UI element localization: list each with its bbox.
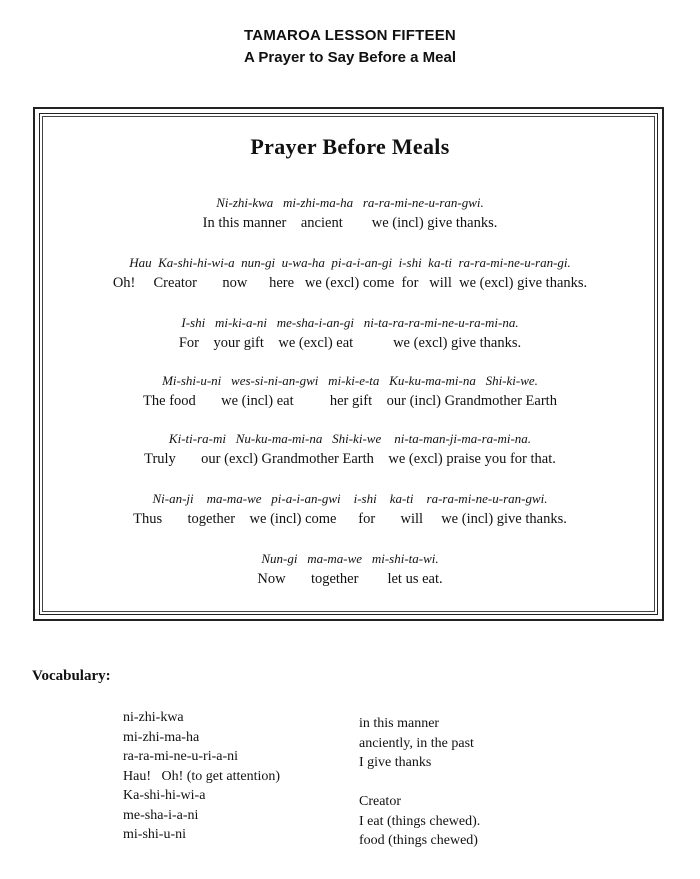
english-line: For your gift we (excl) eat we (excl) give thanks. xyxy=(178,335,522,351)
prayer-stanza xyxy=(40,430,660,468)
vocab-term: mi-zhi-ma-ha xyxy=(123,729,200,745)
english-line: Thus together we (incl) come for will we (incl) give thanks. xyxy=(133,511,567,527)
native-line: I-shi mi-ki-a-ni me-sha-i-an-gi ni-ta-ra-ra-mi-ne-u-ra-mi-na. xyxy=(181,315,519,330)
prayer-stanza xyxy=(40,490,660,528)
english-line: Oh! Creator now here we (excl) come for will we (excl) give thanks. xyxy=(112,275,588,291)
vocabulary-heading: Vocabulary: xyxy=(32,668,111,684)
vocab-definition: I eat (things chewed). xyxy=(359,813,481,829)
prayer-stanza xyxy=(40,372,660,410)
prayer-stanza xyxy=(40,550,660,588)
vocab-definition: in this manner xyxy=(359,716,440,731)
native-line: Ki-ti-ra-mi Nu-ku-ma-mi-na Shi-ki-we ni-ta-man-ji-ma-ra-mi-na. xyxy=(168,431,532,446)
prayer-title: Prayer Before Meals xyxy=(250,134,450,159)
vocab-definition: I give thanks xyxy=(359,755,432,770)
vocab-definition xyxy=(359,773,480,793)
lesson-title: TAMAROA LESSON FIFTEEN xyxy=(244,27,456,44)
english-line: Now together let us eat. xyxy=(257,571,443,587)
prayer-stanza xyxy=(40,194,660,232)
native-line: Hau Ka-shi-hi-wi-a nun-gi u-wa-ha pi-a-i-an-gi i-shi ka-ti ra-ra-mi-ne-u-ran-gi. xyxy=(129,255,571,270)
english-line: In this manner ancient we (incl) give thanks. xyxy=(202,215,498,231)
native-line: Ni-zhi-kwa mi-zhi-ma-ha ra-ra-mi-ne-u-ran-gwi. xyxy=(216,195,484,210)
vocab-term: ni-zhi-kwa xyxy=(123,710,184,725)
vocab-definition: food (things chewed) xyxy=(359,833,478,848)
native-line: Nun-gi ma-ma-we mi-shi-ta-wi. xyxy=(261,551,439,566)
english-line: Truly our (excl) Grandmother Earth we (excl) praise you for that. xyxy=(144,451,556,467)
vocab-term: Hau! Oh! (to get attention) xyxy=(123,768,281,784)
english-line: The food we (incl) eat her gift our (incl) Grandmother Earth xyxy=(143,393,557,409)
vocab-term: ra-ra-mi-ne-u-ri-a-ni xyxy=(123,749,239,764)
vocab-term: mi-shi-u-ni xyxy=(123,827,186,842)
vocab-term: me-sha-i-a-ni xyxy=(123,807,199,823)
prayer-stanza xyxy=(40,254,660,292)
vocab-definition: Creator xyxy=(359,794,401,809)
vocab-term: Ka-shi-hi-wi-a xyxy=(123,788,206,803)
native-line: Ni-an-ji ma-ma-we pi-a-i-an-gwi i-shi ka-ti ra-ra-mi-ne-u-ran-gwi. xyxy=(152,491,548,506)
vocabulary-terms xyxy=(123,708,280,845)
prayer-stanza xyxy=(40,314,660,352)
native-line: Mi-shi-u-ni wes-si-ni-an-gwi mi-ki-e-ta Ku-ku-ma-mi-na Shi-ki-we. xyxy=(162,373,538,388)
lesson-subtitle: A Prayer to Say Before a Meal xyxy=(243,49,457,66)
vocabulary-definitions xyxy=(359,714,480,851)
vocab-definition: anciently, in the past xyxy=(359,735,474,751)
prayer-frame-inner-border-2 xyxy=(42,116,655,612)
